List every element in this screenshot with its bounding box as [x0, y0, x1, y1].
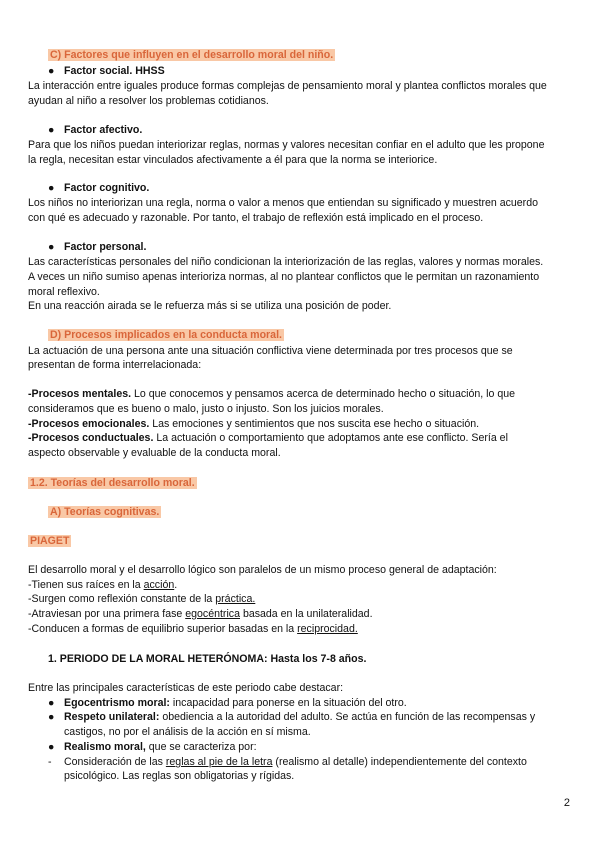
paragraph-line: consideramos que es bueno o malo, justo o injusto. Son los juicios morales. [28, 403, 384, 415]
paragraph-line: psicológico. Las reglas son obligatorias y rígidas. [64, 770, 295, 782]
paragraph-line: Las características personales del niño condicionan la interiorización de las reglas, valores y normas morales. [28, 256, 544, 268]
paragraph-line: En una reacción airada se le refuerza más si se utiliza una posición de poder. [28, 300, 392, 312]
heading-section-d: D) Procesos implicados en la conducta moral. [50, 329, 282, 341]
bullet-icon: ● [48, 711, 55, 723]
dash-icon: - [48, 756, 52, 768]
procesos-mentales: -Procesos mentales. Lo que conocemos y pensamos acerca de determinado hecho o situación, lo que [28, 388, 516, 400]
paragraph-line: ayudan al niño a resolver los problemas cotidianos. [28, 95, 269, 107]
paragraph-line: con qué es adecuado y razonable. Por tanto, el trabajo de reflexión está implicado en el proceso. [28, 212, 484, 224]
bullet-icon: ● [48, 697, 55, 709]
page-number: 2 [563, 797, 570, 809]
heading-section-c: C) Factores que influyen en el desarrollo moral del niño. [50, 49, 334, 61]
bullet-icon: ● [48, 182, 55, 194]
heading-section-1-2: 1.2. Teorías del desarrollo moral. [30, 477, 195, 489]
dash-consideracion: - Consideración de las reglas al pie de la letra (realismo al detalle) independientemente del contexto [48, 756, 527, 768]
heading-periodo: 1. PERIODO DE LA MORAL HETERÓNOMA: Hasta los 7-8 años. [48, 653, 367, 665]
bullet-factor-social: ● Factor social. HHSS [48, 65, 165, 77]
bullet-factor-afectivo: ● Factor afectivo. [48, 124, 143, 136]
bullet-egocentrismo: ● Egocentrismo moral: incapacidad para ponerse en la situación del otro. [48, 697, 407, 709]
bullet-respeto: ● Respeto unilateral: obediencia a la autoridad del adulto. Se actúa en función de las recompensas y [48, 711, 536, 723]
bullet-icon: ● [48, 741, 55, 753]
procesos-emocionales: -Procesos emocionales. Las emociones y sentimientos que nos suscita ese hecho o situación. [28, 418, 480, 430]
heading-section-a: A) Teorías cognitivas. [50, 506, 160, 518]
paragraph-line: Para que los niños puedan interiorizar reglas, normas y valores necesitan confiar en el adulto que les propone [28, 139, 545, 151]
bullet-factor-cognitivo: ● Factor cognitivo. [48, 182, 150, 194]
paragraph-line: aspecto observable y evaluable de la conducta moral. [28, 447, 281, 459]
piaget-item-4: -Conducen a formas de equilibrio superior basadas en la reciprocidad. [28, 623, 358, 635]
procesos-conductuales: -Procesos conductuales. La actuación o comportamiento que adoptamos ante ese conflicto. Sería el [28, 432, 508, 444]
bullet-realismo: ● Realismo moral, que se caracteriza por: [48, 741, 257, 753]
paragraph-line: castigos, no por el análisis de la acción en sí misma. [64, 726, 311, 738]
bullet-icon: ● [48, 65, 55, 77]
paragraph-line: Los niños no interiorizan una regla, norma o valor a menos que entiendan su significado y muestren acuerdo [28, 197, 538, 209]
bullet-factor-personal: ● Factor personal. [48, 241, 147, 253]
piaget-item-1: -Tienen sus raíces en la acción. [28, 579, 178, 591]
paragraph-line: Entre las principales características de este periodo cabe destacar: [28, 682, 344, 694]
paragraph-line: la regla, necesitan estar vinculados afectivamente a él para que la norma se interiorice. [28, 154, 438, 166]
bullet-icon: ● [48, 241, 55, 253]
paragraph-line: moral reflexivo. [28, 286, 100, 298]
paragraph-line: presentan de forma interrelacionada: [28, 359, 202, 371]
heading-piaget: PIAGET [30, 535, 70, 547]
piaget-item-2: -Surgen como reflexión constante de la práctica. [28, 593, 256, 605]
paragraph-line: A veces un niño sumiso apenas interioriza normas, al no plantear conflictos que le permitan un razonamiento [28, 271, 540, 283]
paragraph-line: La interacción entre iguales produce formas complejas de pensamiento moral y plantea conflictos morales que [28, 80, 547, 92]
piaget-item-3: -Atraviesan por una primera fase egocéntrica basada en la unilateralidad. [28, 608, 373, 620]
bullet-icon: ● [48, 124, 55, 136]
paragraph-line: El desarrollo moral y el desarrollo lógico son paralelos de un mismo proceso general de adaptación: [28, 564, 497, 576]
paragraph-line: La actuación de una persona ante una situación conflictiva viene determinada por tres procesos que se [28, 345, 513, 357]
